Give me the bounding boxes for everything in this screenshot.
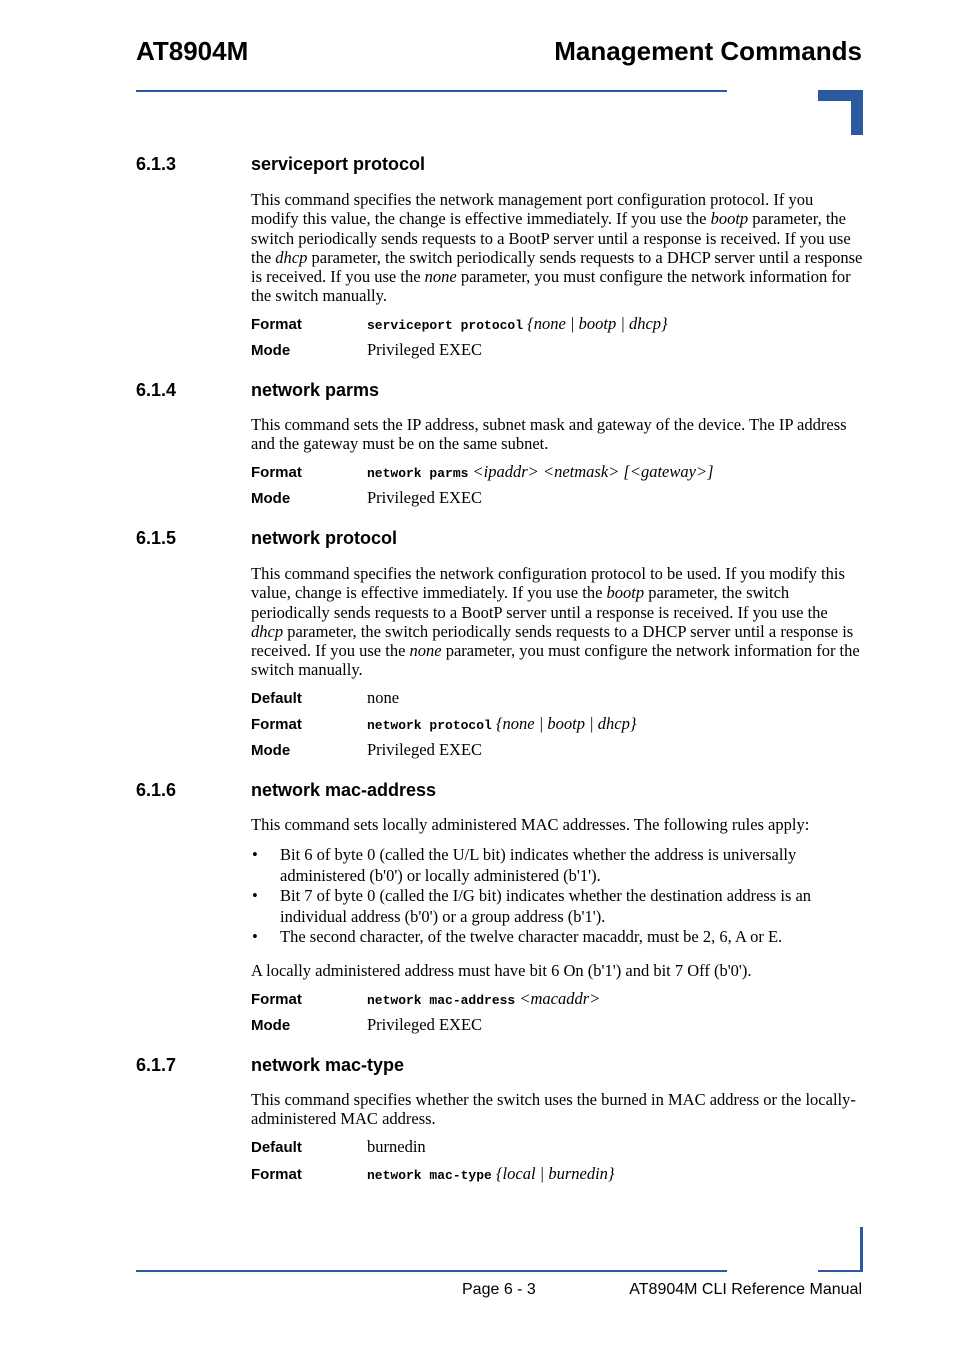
section-description: This command specifies the network configuration protocol to be used. If you modify this value, change is effective immediately. If you use the bootp parameter, the switch periodically sends requests to a BootP server until a response is received. If you use the dhcp parameter, the switch periodically sends requests to a DHCP server until a response is received. If you use the none parameter, you must configure the network information for the switch manually. bbox=[251, 564, 860, 680]
header-chapter: Management Commands bbox=[554, 36, 862, 66]
format-value: serviceport protocol {none | bootp | dhcp} bbox=[367, 314, 668, 333]
section-description: This command sets locally administered MAC addresses. The following rules apply: bbox=[251, 815, 810, 834]
format-label: Format bbox=[251, 316, 302, 333]
mode-label: Mode bbox=[251, 490, 291, 507]
section-note: A locally administered address must have bit 6 On (b'1') and bit 7 Off (b'0'). bbox=[251, 961, 752, 980]
list-item: Bit 7 of byte 0 (called the I/G bit) indicates whether the destination address is an individual address (b'0') or a group address (b'1'). bbox=[280, 886, 812, 926]
section-number: 6.1.7 bbox=[136, 1055, 177, 1075]
format-label: Format bbox=[251, 716, 302, 733]
section-description: This command specifies the network management port configuration protocol. If you modify this value, the change is effective immediately. If you use the bootp parameter, the switch periodically sends requests to a BootP server until a response is received. If you use the dhcp parameter, the switch periodically sends requests to a DHCP server until a response is received. If you use the none parameter, you must configure the network information for the switch manually. bbox=[251, 190, 863, 306]
format-value: network mac-address <macaddr> bbox=[367, 989, 601, 1008]
format-label: Format bbox=[251, 991, 302, 1008]
section-description: This command sets the IP address, subnet mask and gateway of the device. The IP address and the gateway must be on the same subnet. bbox=[251, 415, 847, 454]
mode-label: Mode bbox=[251, 742, 291, 759]
mode-value: Privileged EXEC bbox=[367, 488, 483, 507]
footer-rule bbox=[136, 1270, 727, 1272]
default-label: Default bbox=[251, 1139, 302, 1156]
section-number: 6.1.6 bbox=[136, 780, 177, 800]
footer-corner-mark bbox=[818, 1270, 863, 1272]
section-description: This command specifies whether the switch uses the burned in MAC address or the locally-administered MAC address. bbox=[251, 1090, 856, 1129]
section-title: serviceport protocol bbox=[251, 154, 426, 174]
section-title: network mac-address bbox=[251, 780, 437, 800]
section-number: 6.1.3 bbox=[136, 154, 177, 174]
mode-value: Privileged EXEC bbox=[367, 740, 483, 759]
footer-corner-mark-vertical bbox=[860, 1227, 863, 1272]
mode-value: Privileged EXEC bbox=[367, 340, 483, 359]
footer-manual-title: AT8904M CLI Reference Manual bbox=[629, 1281, 862, 1298]
header-rule bbox=[136, 90, 727, 92]
section-title: network mac-type bbox=[251, 1055, 405, 1075]
bullet-marker: • bbox=[252, 845, 258, 864]
format-label: Format bbox=[251, 1166, 302, 1183]
header-corner-mark-vertical bbox=[851, 90, 863, 135]
format-value: network mac-type {local | burnedin} bbox=[367, 1164, 615, 1183]
mode-label: Mode bbox=[251, 342, 291, 359]
list-item: Bit 6 of byte 0 (called the U/L bit) indicates whether the address is universally administered (b'0') or locally administered (b'1'). bbox=[280, 845, 797, 885]
list-item: The second character, of the twelve character macaddr, must be 2, 6, A or E. bbox=[280, 927, 783, 946]
bullet-marker: • bbox=[252, 927, 258, 946]
format-value: network parms <ipaddr> <netmask> [<gateway>] bbox=[367, 462, 714, 481]
footer-page-number: Page 6 - 3 bbox=[462, 1281, 536, 1298]
default-label: Default bbox=[251, 690, 302, 707]
header-product: AT8904M bbox=[136, 36, 249, 66]
format-label: Format bbox=[251, 464, 302, 481]
default-value: burnedin bbox=[367, 1137, 426, 1156]
default-value: none bbox=[367, 688, 400, 707]
section-title: network parms bbox=[251, 380, 380, 400]
format-value: network protocol {none | bootp | dhcp} bbox=[367, 714, 637, 733]
mode-value: Privileged EXEC bbox=[367, 1015, 483, 1034]
section-number: 6.1.4 bbox=[136, 380, 177, 400]
mode-label: Mode bbox=[251, 1017, 291, 1034]
bullet-marker: • bbox=[252, 886, 258, 905]
section-number: 6.1.5 bbox=[136, 528, 177, 548]
section-title: network protocol bbox=[251, 528, 398, 548]
